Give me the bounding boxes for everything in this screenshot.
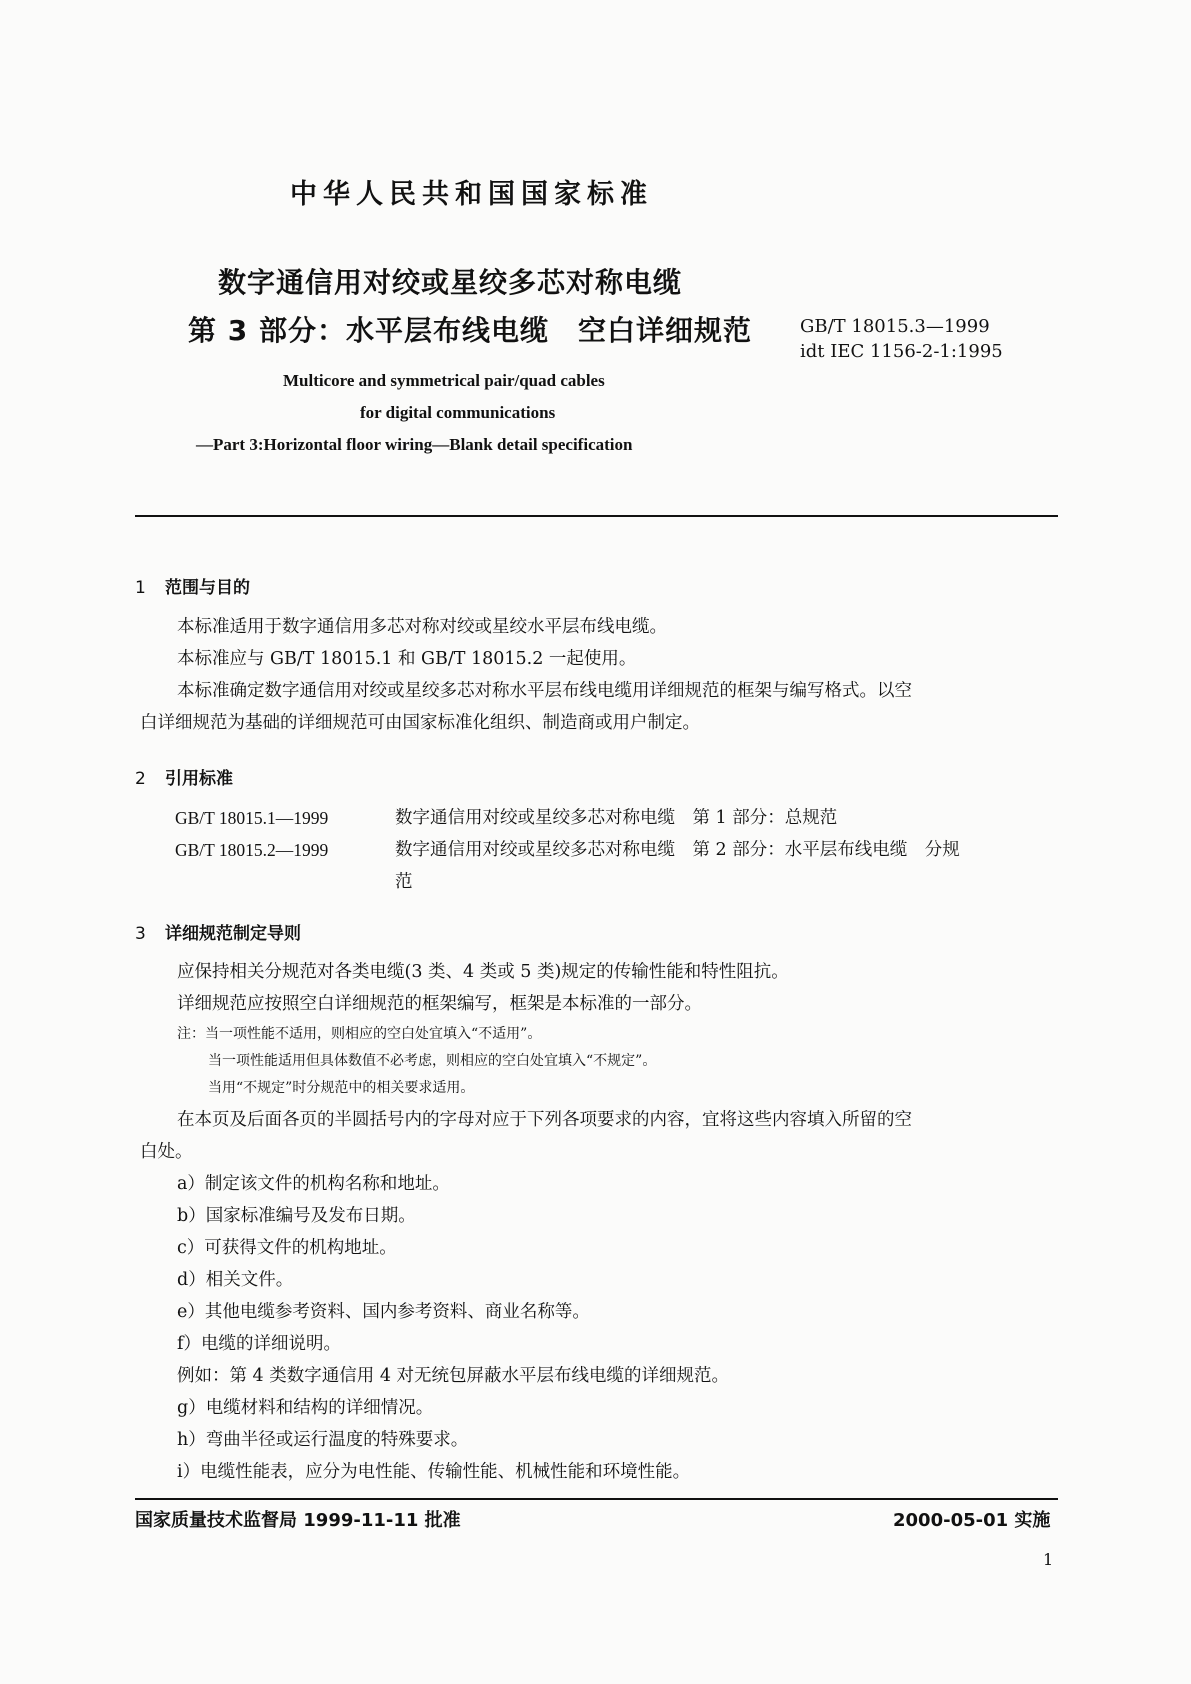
national-standard-heading: 中华人民共和国国家标准 xyxy=(290,179,653,210)
reference-title-continuation: 范 xyxy=(395,872,413,892)
reference-title: 数字通信用对绞或星绞多芯对称电缆 第 2 部分：水平层布线电缆 分规 xyxy=(395,840,960,860)
page-number: 1 xyxy=(1043,1550,1054,1569)
note-line: 当一项性能适用但具体数值不必考虑，则相应的空白处宜填入“不规定”。 xyxy=(208,1053,657,1069)
paragraph: 本标准确定数字通信用对绞或星绞多芯对称水平层布线电缆用详细规范的框架与编写格式。以空 xyxy=(177,681,912,701)
footer-divider xyxy=(135,1498,1058,1500)
approval-info: 国家质量技术监督局 1999-11-11 批准 xyxy=(135,1510,461,1531)
paragraph: 白详细规范为基础的详细规范可由国家标准化组织、制造商或用户制定。 xyxy=(140,713,700,733)
paragraph: 白处。 xyxy=(140,1142,193,1162)
reference-list xyxy=(175,802,1060,898)
reference-row xyxy=(175,802,1060,834)
english-title-line2: for digital communications xyxy=(360,403,556,422)
english-title-line3: —Part 3:Horizontal floor wiring—Blank detail specification xyxy=(196,435,633,454)
section-2-heading xyxy=(135,764,233,789)
list-item: d）相关文件。 xyxy=(177,1270,294,1290)
list-item: i）电缆性能表，应分为电性能、传输性能、机械性能和环境性能。 xyxy=(177,1462,691,1482)
implementation-date: 2000-05-01 实施 xyxy=(893,1510,1051,1531)
list-item: e）其他电缆参考资料、国内参考资料、商业名称等。 xyxy=(177,1302,590,1322)
list-item: h）弯曲半径或运行温度的特殊要求。 xyxy=(177,1430,469,1450)
paragraph: 应保持相关分规范对各类电缆(3 类、4 类或 5 类)规定的传输性能和特性阻抗。 xyxy=(177,962,789,982)
list-item: c）可获得文件的机构地址。 xyxy=(177,1238,397,1258)
reference-title: 数字通信用对绞或星绞多芯对称电缆 第 1 部分：总规范 xyxy=(395,808,838,828)
standard-number: GB/T 18015.3—1999 xyxy=(800,316,990,337)
reference-code: GB/T 18015.1—1999 xyxy=(175,808,329,828)
section-3-heading xyxy=(135,919,301,944)
standard-title-line1: 数字通信用对绞或星绞多芯对称电缆 xyxy=(218,266,683,299)
english-title-line1: Multicore and symmetrical pair/quad cables xyxy=(283,371,605,390)
reference-code: GB/T 18015.2—1999 xyxy=(175,840,329,860)
idt-number: idt IEC 1156-2-1:1995 xyxy=(800,341,1003,362)
section-number: 1 xyxy=(135,578,146,598)
reference-row-continuation xyxy=(175,866,1060,898)
reference-row xyxy=(175,834,1060,866)
section-number: 2 xyxy=(135,769,146,789)
list-item: f）电缆的详细说明。 xyxy=(177,1334,341,1354)
paragraph: 在本页及后面各页的半圆括号内的字母对应于下列各项要求的内容，宜将这些内容填入所留的空 xyxy=(177,1110,912,1130)
section-title: 详细规范制定导则 xyxy=(165,924,301,944)
note-line: 当用“不规定”时分规范中的相关要求适用。 xyxy=(208,1080,475,1096)
paragraph: 本标准应与 GB/T 18015.1 和 GB/T 18015.2 一起使用。 xyxy=(177,649,637,669)
note-line: 注：当一项性能不适用，则相应的空白处宜填入“不适用”。 xyxy=(177,1026,542,1042)
list-item: g）电缆材料和结构的详细情况。 xyxy=(177,1398,434,1418)
list-item-example: 例如：第 4 类数字通信用 4 对无统包屏蔽水平层布线电缆的详细规范。 xyxy=(177,1366,730,1386)
header-divider xyxy=(135,515,1058,517)
section-1-heading xyxy=(135,573,250,598)
section-title: 范围与目的 xyxy=(165,578,250,598)
section-title: 引用标准 xyxy=(165,769,233,789)
paragraph: 本标准适用于数字通信用多芯对称对绞或星绞水平层布线电缆。 xyxy=(177,617,667,637)
standard-title-line2: 第 3 部分：水平层布线电缆 空白详细规范 xyxy=(188,314,752,347)
paragraph: 详细规范应按照空白详细规范的框架编写，框架是本标准的一部分。 xyxy=(177,994,702,1014)
section-number: 3 xyxy=(135,924,146,944)
list-item: b）国家标准编号及发布日期。 xyxy=(177,1206,416,1226)
list-item: a）制定该文件的机构名称和地址。 xyxy=(177,1174,450,1194)
